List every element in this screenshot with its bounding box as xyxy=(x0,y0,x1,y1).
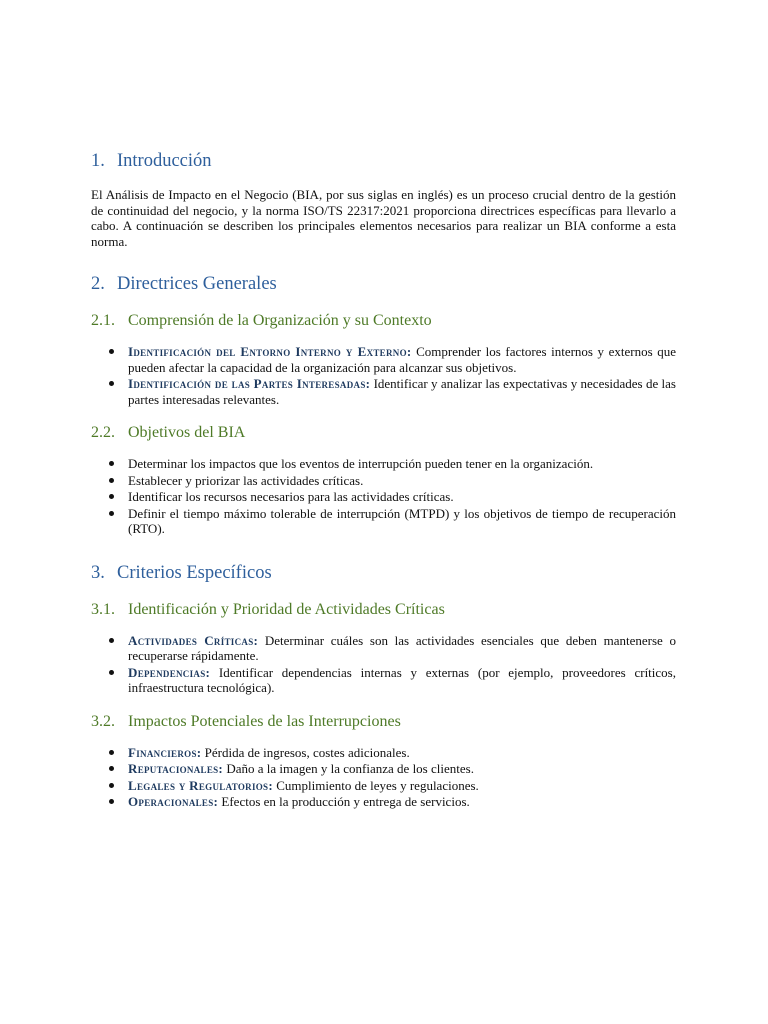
heading-introduccion xyxy=(91,148,676,174)
list-item xyxy=(91,794,676,810)
heading-number: 1. xyxy=(91,151,105,171)
list-actividades xyxy=(91,633,676,696)
list-item xyxy=(91,633,676,664)
list-item xyxy=(91,506,676,537)
list-item-term: Identificación de las Partes Interesadas: xyxy=(128,376,371,391)
list-impactos xyxy=(91,745,676,810)
heading-impactos-potenciales xyxy=(91,711,676,733)
list-item-term: Identificación del Entorno Interno y Externo: xyxy=(128,344,412,359)
list-item xyxy=(91,456,676,472)
list-item-term: Operacionales: xyxy=(128,794,219,809)
list-item-term: Financieros: xyxy=(128,744,202,760)
bullet-icon xyxy=(109,461,114,466)
bullet-icon xyxy=(109,670,114,675)
list-item xyxy=(91,376,676,407)
bullet-icon xyxy=(109,766,114,771)
list-item-text: Pérdida de ingresos, costes adicionales. xyxy=(201,744,410,760)
heading-text: Objetivos del BIA xyxy=(128,424,246,441)
bullet-icon xyxy=(109,638,114,643)
list-item-text: Definir el tiempo máximo tolerable de interrupción (MTPD) y los objetivos de tiempo de recuperación (RTO). xyxy=(128,505,676,536)
list-item-term: Reputacionales: xyxy=(128,761,224,776)
list-item-text: Efectos en la producción y entrega de servicios. xyxy=(218,794,470,809)
intro-paragraph: El Análisis de Impacto en el Negocio (BIA, por sus siglas en inglés) es un proceso crucial dentro de la gestión de continuidad del negocio, y la norma ISO/TS 22317:2021 proporciona directrices específicas para llevarlo a cabo. A continuación se describen los principales elementos necesarios para realizar un BIA conforme a esta norma. xyxy=(91,187,676,249)
list-item-term: Actividades Críticas: xyxy=(128,632,259,648)
list-item xyxy=(91,473,676,489)
list-item xyxy=(91,778,676,794)
bullet-icon xyxy=(109,381,114,386)
heading-number: 2.1. xyxy=(91,312,115,329)
bullet-icon xyxy=(109,750,114,755)
list-item xyxy=(91,745,676,761)
heading-text: Criterios Específicos xyxy=(117,562,272,583)
heading-text: Directrices Generales xyxy=(117,274,277,294)
list-item xyxy=(91,761,676,777)
list-item-text: Establecer y priorizar las actividades críticas. xyxy=(128,472,364,488)
heading-text: Impactos Potenciales de las Interrupciones xyxy=(128,712,401,730)
heading-number: 2. xyxy=(91,274,105,294)
heading-number: 3.2. xyxy=(91,712,115,730)
heading-comprension-organizacion xyxy=(91,310,676,332)
list-item-text: Comprender los factores internos y externos que pueden afectar la capacidad de la organización para alcanzar sus objetivos. xyxy=(128,344,676,375)
heading-criterios-especificos xyxy=(91,560,676,586)
heading-text: Introducción xyxy=(117,151,212,171)
heading-number: 2.2. xyxy=(91,424,115,441)
list-comprension xyxy=(91,344,676,407)
heading-actividades-criticas xyxy=(91,599,676,621)
list-item xyxy=(91,665,676,696)
bullet-icon xyxy=(109,511,114,516)
list-objetivos xyxy=(91,456,676,537)
heading-number: 3. xyxy=(91,562,105,583)
list-item xyxy=(91,344,676,375)
list-item-term: Legales y Regulatorios: xyxy=(128,777,273,793)
list-item-text: Identificar dependencias internas y externas (por ejemplo, proveedores críticos, infraestructura tecnológica). xyxy=(128,664,676,695)
list-item-text: Cumplimiento de leyes y regulaciones. xyxy=(273,777,479,793)
heading-directrices-generales xyxy=(91,271,676,297)
list-item-term: Dependencias: xyxy=(128,664,211,680)
heading-text: Comprensión de la Organización y su Contexto xyxy=(128,312,432,329)
list-item-text: Identificar y analizar las expectativas y necesidades de las partes interesadas relevantes. xyxy=(128,376,676,407)
list-item-text: Determinar los impactos que los eventos de interrupción pueden tener en la organización. xyxy=(128,456,594,471)
heading-objetivos-bia xyxy=(91,422,676,444)
bullet-icon xyxy=(109,799,114,804)
heading-text: Identificación y Prioridad de Actividades Críticas xyxy=(128,600,445,618)
bullet-icon xyxy=(109,494,114,499)
bullet-icon xyxy=(109,783,114,788)
list-item-text: Daño a la imagen y la confianza de los clientes. xyxy=(223,761,474,776)
list-item-text: Determinar cuáles son las actividades esenciales que deben mantenerse o recuperarse rápidamente. xyxy=(128,632,676,663)
list-item xyxy=(91,489,676,505)
list-item-text: Identificar los recursos necesarios para las actividades críticas. xyxy=(128,489,454,504)
bullet-icon xyxy=(109,349,114,354)
heading-number: 3.1. xyxy=(91,600,115,618)
bullet-icon xyxy=(109,478,114,483)
